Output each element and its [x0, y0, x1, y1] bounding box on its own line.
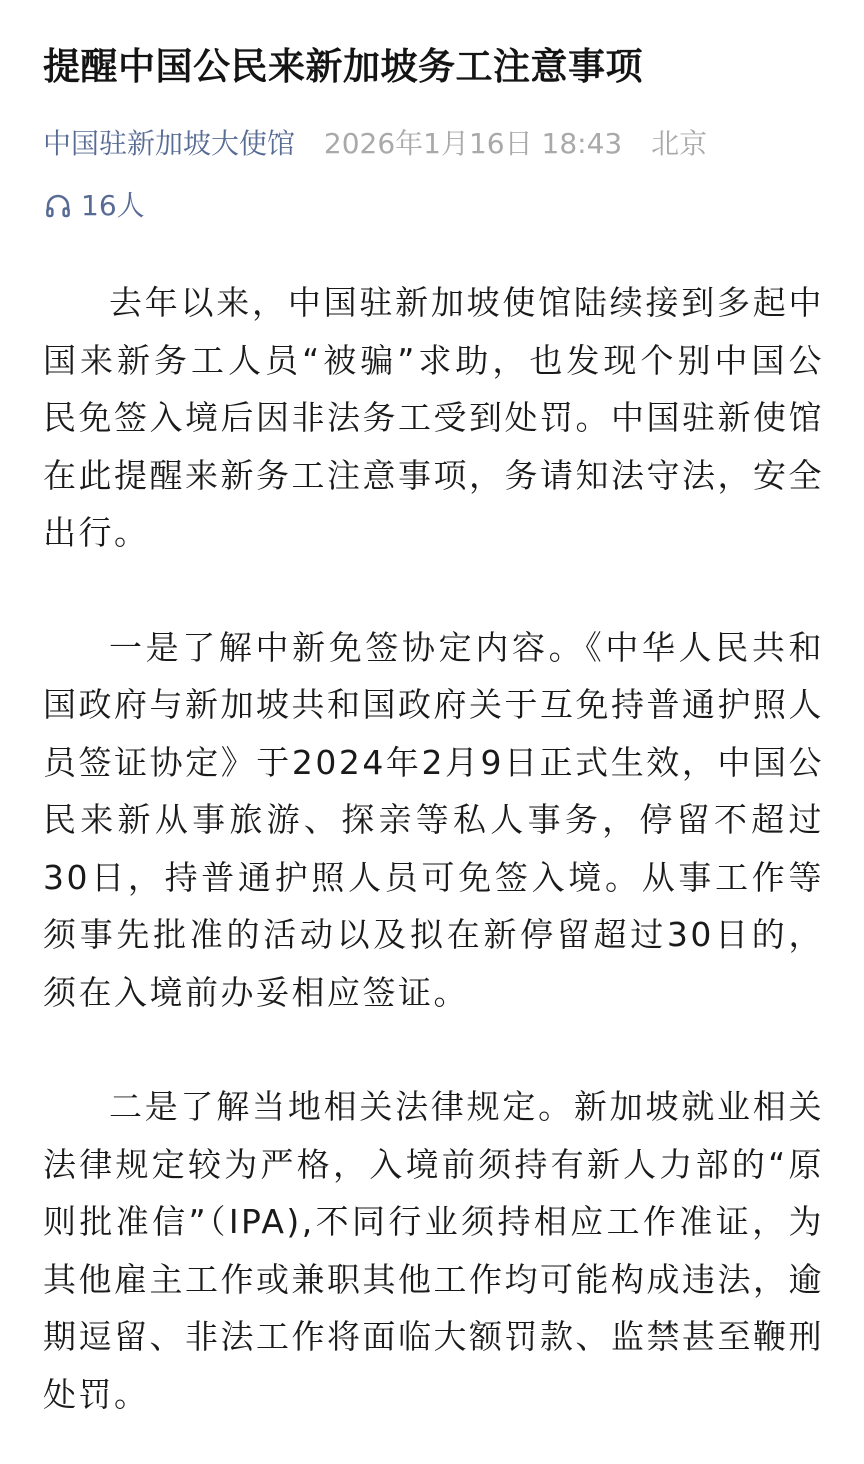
- listen-button[interactable]: [43, 186, 824, 226]
- publish-location: 北京: [651, 127, 708, 160]
- article-body: [43, 274, 824, 1423]
- article-paragraph: 去年以来，中国驻新加坡使馆陆续接到多起中国来新务工人员“被骗”求助，也发现个别中国公民免签入境后因非法务工受到处罚。中国驻新使馆在此提醒来新务工注意事项，务请知法守法，安全出行。: [43, 283, 824, 552]
- publish-datetime: 2026年1月16日 18:43: [323, 127, 623, 160]
- article-meta: [43, 124, 824, 164]
- listen-count: 16人: [81, 189, 145, 222]
- article-paragraph: 二是了解当地相关法律规定。新加坡就业相关法律规定较为严格，入境前须持有新人力部的“原则批准信”（IPA),不同行业须持相应工作准证，为其他雇主工作或兼职其他工作均可能构成违法，逾期逗留、非法工作将面临大额罚款、监禁甚至鞭刑处罚。: [43, 1087, 824, 1414]
- article-paragraph: 一是了解中新免签协定内容。《中华人民共和国政府与新加坡共和国政府关于互免持普通护照人员签证协定》于2024年2月9日正式生效，中国公民来新从事旅游、探亲等私人事务，停留不超过30日，持普通护照人员可免签入境。从事工作等须事先批准的活动以及拟在新停留超过30日的，须在入境前办妥相应签证。: [43, 627, 824, 1012]
- headphones-icon: [43, 191, 73, 221]
- account-name-link[interactable]: 中国驻新加坡大使馆: [43, 127, 296, 160]
- article-title: 提醒中国公民来新加坡务工注意事项: [43, 45, 643, 88]
